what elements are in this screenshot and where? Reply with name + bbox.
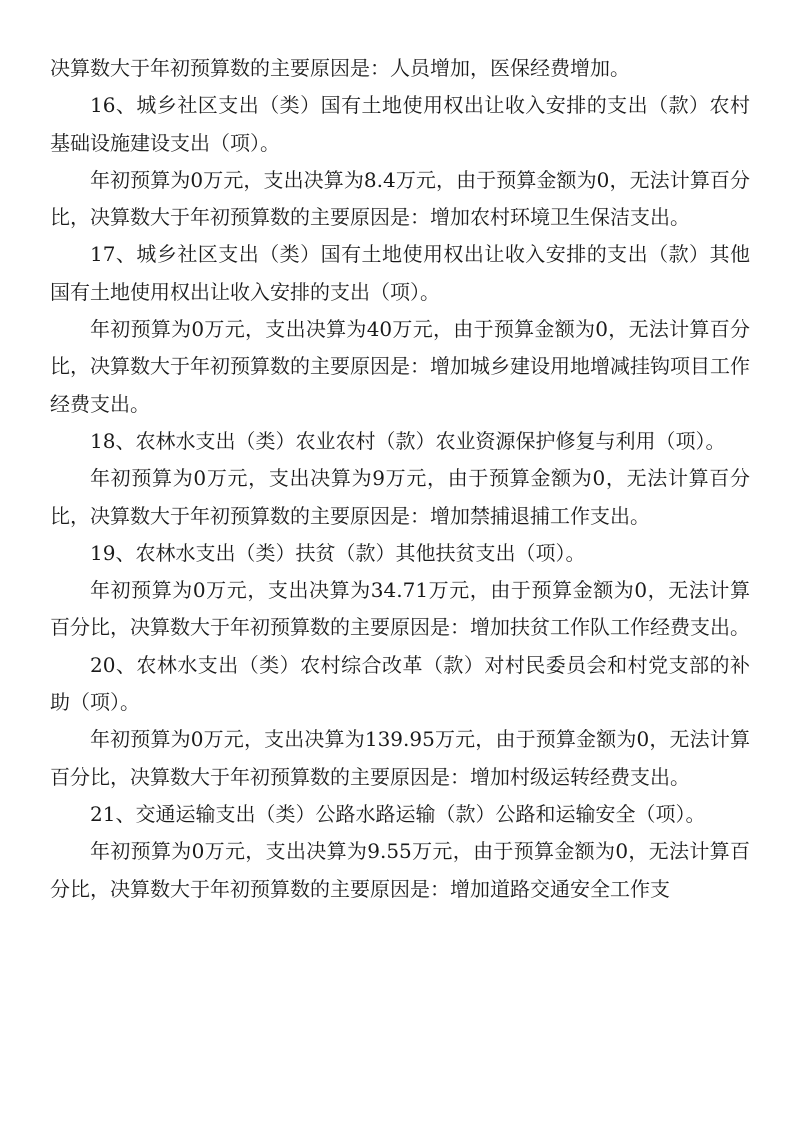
paragraph-continuation: 决算数大于年初预算数的主要原因是：人员增加，医保经费增加。	[50, 56, 630, 80]
item-21-heading: 21、交通运输支出（类）公路水路运输（款）公路和运输安全（项）。	[90, 801, 706, 826]
item-16-heading: 16、城乡社区支出（类）国有土地使用权出让收入安排的支出（款）农村基础设施建设支出（项）。	[50, 93, 750, 155]
item-20-heading: 20、农林水支出（类）农村综合改革（款）对村民委员会和村党支部的补助（项）。	[50, 652, 750, 715]
item-16-body: 年初预算为0万元，支出决算为8.4万元，由于预算金额为0，无法计算百分比，决算数大于年初预算数的主要原因是：增加农村环境卫生保洁支出。	[50, 167, 750, 230]
item-17-heading: 17、城乡社区支出（类）国有土地使用权出让收入安排的支出（款）其他国有土地使用权出让收入安排的支出（项）。	[50, 242, 750, 304]
item-20-body: 年初预算为0万元，支出决算为139.95万元，由于预算金额为0，无法计算百分比，决算数大于年初预算数的主要原因是：增加村级运转经费支出。	[50, 727, 750, 789]
item-18-body: 年初预算为0万元，支出决算为9万元，由于预算金额为0，无法计算百分比，决算数大于年初预算数的主要原因是：增加禁捕退捕工作支出。	[50, 466, 750, 528]
item-19-body: 年初预算为0万元，支出决算为34.71万元，由于预算金额为0，无法计算百分比，决算数大于年初预算数的主要原因是：增加扶贫工作队工作经费支出。	[50, 578, 750, 640]
item-18-heading: 18、农林水支出（类）农业农村（款）农业资源保护修复与利用（项）。	[90, 428, 726, 453]
document-page	[50, 50, 750, 908]
item-21-body: 年初预算为0万元，支出决算为9.55万元，由于预算金额为0，无法计算百分比，决算数大于年初预算数的主要原因是：增加道路交通安全工作支	[50, 839, 750, 901]
item-17-body: 年初预算为0万元，支出决算为40万元，由于预算金额为0，无法计算百分比，决算数大于年初预算数的主要原因是：增加城乡建设用地增减挂钩项目工作经费支出。	[50, 317, 750, 416]
item-19-heading: 19、农林水支出（类）扶贫（款）其他扶贫支出（项）。	[90, 540, 586, 565]
